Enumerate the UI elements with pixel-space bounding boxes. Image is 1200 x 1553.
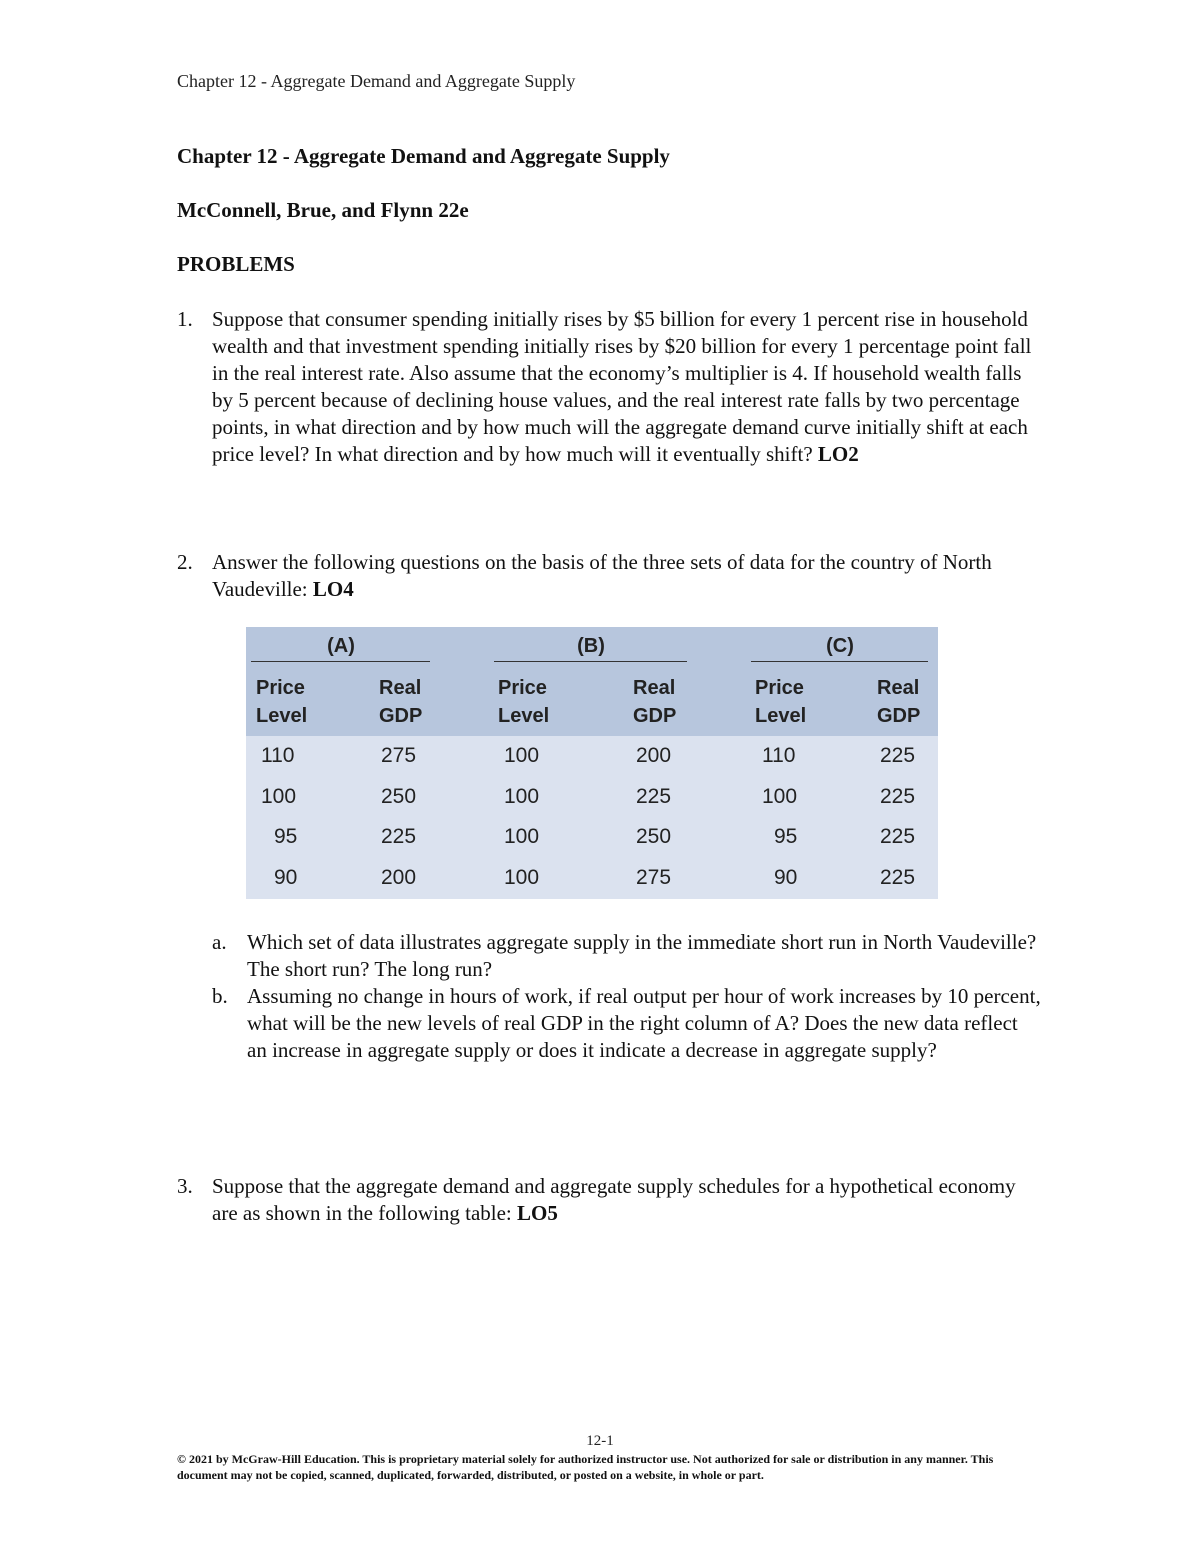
problem-text: Answer the following questions on the basis of the three sets of data for the country of North Vaudeville: — [212, 550, 992, 601]
table-cell-a-price: 100 — [261, 785, 297, 808]
table-cell-b-gdp: 250 — [636, 825, 672, 848]
column-header-real-gdp: Real GDP — [379, 677, 423, 727]
table-cell-a-price: 90 — [274, 866, 298, 889]
problem-body — [212, 306, 1037, 468]
problem-body — [212, 1173, 1037, 1227]
sub-question-marker: a. — [212, 930, 227, 954]
running-header: Chapter 12 - Aggregate Demand and Aggregate Supply — [177, 71, 576, 91]
table-cell-b-gdp: 225 — [636, 785, 672, 808]
table-cell-c-price: 95 — [774, 825, 798, 848]
table-cell-c-gdp: 225 — [880, 866, 916, 889]
document-title: Chapter 12 - Aggregate Demand and Aggregate Supply — [177, 144, 670, 168]
page-number: 12-1 — [586, 1433, 614, 1449]
group-rule — [494, 661, 687, 662]
table-cell-b-gdp: 200 — [636, 744, 672, 767]
column-header-price-level: Price Level — [256, 677, 308, 727]
section-heading: PROBLEMS — [177, 252, 295, 276]
table-cell-c-gdp: 225 — [880, 825, 916, 848]
table-cell-b-price: 100 — [504, 825, 540, 848]
learning-objective: LO5 — [517, 1201, 558, 1225]
group-rule — [751, 661, 928, 662]
table-cell-a-gdp: 275 — [381, 744, 417, 767]
table-cell-a-gdp: 250 — [381, 785, 417, 808]
table-cell-c-gdp: 225 — [880, 785, 916, 808]
sub-question-text: Which set of data illustrates aggregate supply in the immediate short run in North Vaudeville? The short run? The long run? — [247, 930, 1037, 981]
group-label-c: (C) — [826, 635, 854, 657]
north-vaudeville-data-table — [246, 627, 938, 899]
column-header-price-level: Price Level — [498, 677, 550, 727]
group-label-a: (A) — [327, 635, 355, 657]
problem-3 — [177, 1173, 1037, 1227]
sub-question-a — [212, 929, 1042, 983]
problem-number: 3. — [177, 1174, 193, 1198]
table-cell-a-price: 95 — [274, 825, 298, 848]
learning-objective: LO4 — [312, 577, 354, 601]
column-header-real-gdp: Real GDP — [877, 677, 921, 727]
table-cell-c-price: 90 — [774, 866, 798, 889]
problem-number: 1. — [177, 307, 193, 331]
problem-2 — [177, 549, 1037, 603]
table-cell-c-price: 110 — [762, 744, 796, 767]
problem-1 — [177, 306, 1037, 468]
column-header-real-gdp: Real GDP — [633, 677, 677, 727]
problem-text: Suppose that the aggregate demand and aggregate supply schedules for a hypothetical economy are as shown in the following table: — [212, 1174, 1016, 1225]
table-cell-b-price: 100 — [504, 744, 540, 767]
problem-number: 2. — [177, 550, 193, 574]
sub-question-b — [212, 983, 1042, 1064]
problem-body — [212, 549, 1037, 603]
table-cell-c-gdp: 225 — [880, 744, 916, 767]
sub-question-text: Assuming no change in hours of work, if real output per hour of work increases by 10 percent, what will be the new levels of real GDP in the right column of A? Does the new data reflect an increase in aggregate supply or does it indicate a decrease in aggregate supply? — [247, 984, 1041, 1062]
table-cell-b-price: 100 — [504, 866, 540, 889]
table-cell-c-price: 100 — [762, 785, 798, 808]
table-cell-b-price: 100 — [504, 785, 540, 808]
table-cell-b-gdp: 275 — [636, 866, 672, 889]
learning-objective: LO2 — [817, 442, 859, 466]
group-rule — [251, 661, 430, 662]
copyright-notice: © 2021 by McGraw-Hill Education. This is proprietary material solely for authorized instructor use. Not authorized for sale or distribution in any manner. This document may not be copied, scanned, duplicated, forwarded, distributed, or posted on a website, in whole or part. — [177, 1452, 994, 1482]
table-cell-a-gdp: 200 — [381, 866, 417, 889]
column-header-price-level: Price Level — [755, 677, 807, 727]
sub-question-marker: b. — [212, 984, 228, 1008]
problem-text: Suppose that consumer spending initially rises by $5 billion for every 1 percent rise in household wealth and that investment spending initially rises by $20 billion for every 1 percentage point fall in the real interest rate. Also assume that the economy’s multiplier is 4. If household wealth falls by 5 percent because of declining house values, and the real interest rate falls by two percentage points, in what direction and by how much will the aggregate demand curve initially shift at each price level? In what direction and by how much will it eventually shift? — [212, 307, 1032, 466]
table-cell-a-price: 110 — [261, 744, 295, 767]
group-label-b: (B) — [577, 635, 605, 657]
table-cell-a-gdp: 225 — [381, 825, 417, 848]
document-subtitle: McConnell, Brue, and Flynn 22e — [177, 198, 469, 222]
